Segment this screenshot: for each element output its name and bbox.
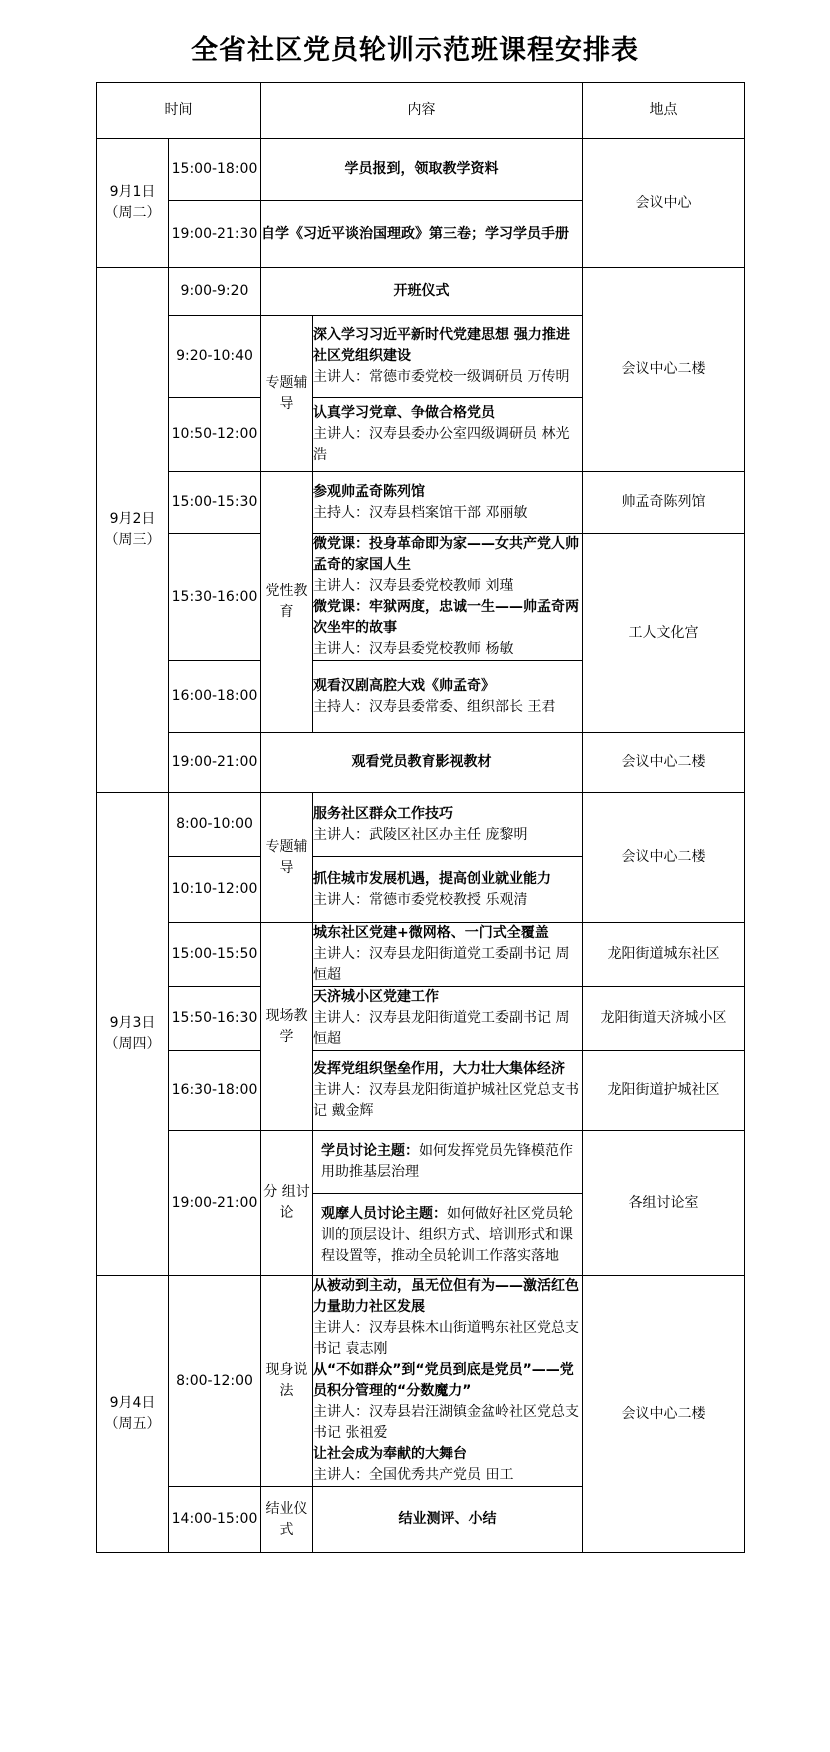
table-row [97, 1276, 745, 1487]
category-cell: 现场教学 [261, 923, 313, 1131]
content-cell: 认真学习党章、争做合格党员 主讲人：汉寿县委办公室四级调研员 林光浩 [313, 398, 583, 472]
schedule-table [96, 82, 745, 1553]
header-content: 内容 [261, 83, 583, 139]
time-cell: 16:30-18:00 [169, 1051, 261, 1131]
time-cell: 19:00-21:00 [169, 733, 261, 793]
time-cell: 19:00-21:30 [169, 201, 261, 268]
table-row [97, 534, 745, 661]
time-cell: 19:00-21:00 [169, 1131, 261, 1276]
place-cell: 龙阳街道护城社区 [583, 1051, 745, 1131]
place-cell: 各组讨论室 [583, 1131, 745, 1276]
content-cell: 学员报到，领取教学资料 [261, 139, 583, 201]
time-cell: 15:00-15:30 [169, 472, 261, 534]
time-cell: 10:10-12:00 [169, 857, 261, 923]
category-cell: 结业仪式 [261, 1487, 313, 1553]
discussion-topic-1: 学员讨论主题：如何发挥党员先锋模范作用助推基层治理 [313, 1131, 582, 1194]
place-cell: 工人文化宫 [583, 534, 745, 733]
time-cell: 15:00-18:00 [169, 139, 261, 201]
page-title: 全省社区党员轮训示范班课程安排表 [191, 35, 639, 66]
category-cell: 专题辅导 [261, 316, 313, 472]
day-cell: 9月4日 （周五） [97, 1276, 169, 1553]
content-cell: 观看汉剧高腔大戏《帅孟奇》 主持人：汉寿县委常委、组织部长 王君 [313, 661, 583, 733]
category-cell: 现身说法 [261, 1276, 313, 1487]
discussion-topic-2: 观摩人员讨论主题：如何做好社区党员轮训的顶层设计、组织方式、培训形式和课程设置等，推动全员轮训工作落实落地 [321, 1206, 573, 1264]
content-cell [313, 1131, 583, 1276]
table-row [97, 472, 745, 534]
table-row [97, 987, 745, 1051]
time-cell: 8:00-10:00 [169, 793, 261, 857]
place-cell: 会议中心二楼 [583, 793, 745, 923]
time-cell: 15:30-16:00 [169, 534, 261, 661]
time-cell: 15:50-16:30 [169, 987, 261, 1051]
time-cell: 10:50-12:00 [169, 398, 261, 472]
place-cell: 会议中心 [583, 139, 745, 268]
header-place: 地点 [583, 83, 745, 139]
table-row [97, 139, 745, 201]
content-cell: 城东社区党建+微网格、一门式全覆盖 主讲人：汉寿县龙阳街道党工委副书记 周恒超 [313, 923, 583, 987]
content-cell: 深入学习习近平新时代党建思想 强力推进社区党组织建设 主讲人：常德市委党校一级调研员 万传明 [313, 316, 583, 398]
time-cell: 9:20-10:40 [169, 316, 261, 398]
content-cell: 结业测评、小结 [313, 1487, 583, 1553]
day-cell: 9月3日 （周四） [97, 793, 169, 1276]
content-cell: 参观帅孟奇陈列馆 主持人：汉寿县档案馆干部 邓丽敏 [313, 472, 583, 534]
table-row [97, 793, 745, 857]
content-cell: 观看党员教育影视教材 [261, 733, 583, 793]
category-cell: 专题辅导 [261, 793, 313, 923]
place-cell: 龙阳街道城东社区 [583, 923, 745, 987]
table-row [97, 268, 745, 316]
content-cell: 抓住城市发展机遇，提高创业就业能力 主讲人：常德市委党校教授 乐观清 [313, 857, 583, 923]
content-cell: 微党课：投身革命即为家——女共产党人帅孟奇的家国人生 主讲人：汉寿县委党校教师 刘瑾 微党课：牢狱两度，忠诚一生——帅孟奇两次坐牢的故事 主讲人：汉寿县委党校教师 杨敏 [313, 534, 583, 661]
content-cell: 开班仪式 [261, 268, 583, 316]
content-cell: 天济城小区党建工作 主讲人：汉寿县龙阳街道党工委副书记 周恒超 [313, 987, 583, 1051]
category-cell: 党性教育 [261, 472, 313, 733]
table-header-row [97, 83, 745, 139]
table-row [97, 923, 745, 987]
category-cell: 分 组讨论 [261, 1131, 313, 1276]
time-cell: 15:00-15:50 [169, 923, 261, 987]
place-cell: 会议中心二楼 [583, 1276, 745, 1553]
place-cell: 会议中心二楼 [583, 733, 745, 793]
time-cell: 9:00-9:20 [169, 268, 261, 316]
content-cell: 自学《习近平谈治国理政》第三卷；学习学员手册 [261, 201, 583, 268]
place-cell: 会议中心二楼 [583, 268, 745, 472]
content-cell: 服务社区群众工作技巧 主讲人：武陵区社区办主任 庞黎明 [313, 793, 583, 857]
day-cell: 9月1日 （周二） [97, 139, 169, 268]
place-cell: 帅孟奇陈列馆 [583, 472, 745, 534]
content-cell: 发挥党组织堡垒作用，大力壮大集体经济 主讲人：汉寿县龙阳街道护城社区党总支书记 戴金辉 [313, 1051, 583, 1131]
header-time: 时间 [97, 83, 261, 139]
table-row [97, 1131, 745, 1276]
time-cell: 14:00-15:00 [169, 1487, 261, 1553]
time-cell: 16:00-18:00 [169, 661, 261, 733]
time-cell: 8:00-12:00 [169, 1276, 261, 1487]
table-row [97, 733, 745, 793]
day-cell: 9月2日 （周三） [97, 268, 169, 793]
table-row [97, 1051, 745, 1131]
content-cell: 从被动到主动，虽无位但有为——激活红色力量助力社区发展 主讲人：汉寿县株木山街道鸭东社区党总支书记 袁志刚 从“不如群众”到“党员到底是党员”——党员积分管理的“分数魔力” 主讲人：汉寿县岩汪湖镇金盆岭社区党总支书记 张祖爱 让社会成为奉献的大舞台 主讲人：全国优秀共产党员 田工 [313, 1276, 583, 1487]
place-cell: 龙阳街道天济城小区 [583, 987, 745, 1051]
